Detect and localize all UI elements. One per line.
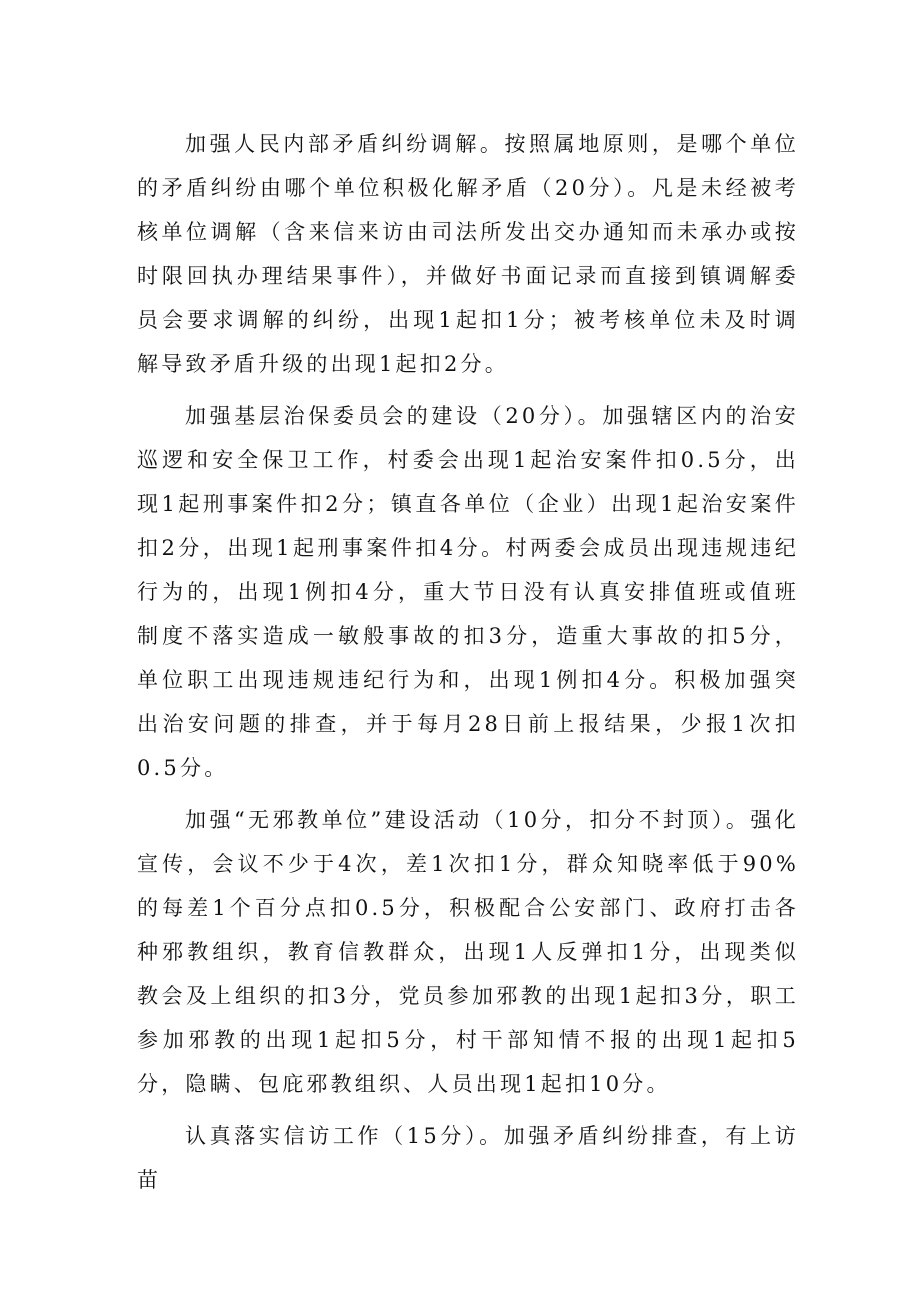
paragraph-security-committee: 加强基层治保委员会的建设（20分）。加强辖区内的治安巡逻和安全保卫工作，村委会出现1起治安案件扣0.5分，出现1起刑事案件扣2分；镇直各单位（企业）出现1起治安案件扣2分，出现1起刑事案件扣4分。村两委会成员出现违规违纪行为的，出现1例扣4分，重大节日没有认真安排值班或值班制度不落实造成一敏般事故的扣3分，造重大事故的扣5分，单位职工出现违规违纪行为和，出现1例扣4分。积极加强突出治安问题的排查，并于每月28日前上报结果，少报1次扣0.5分。 [137,404,799,780]
paragraph-dispute-mediation: 加强人民内部矛盾纠纷调解。按照属地原则，是哪个单位的矛盾纠纷由哪个单位积极化解矛盾（20分）。凡是未经被考核单位调解（含来信来访由司法所发出交办通知而未承办或按时限回执办理结果事件），并做好书面记录而直接到镇调解委员会要求调解的纠纷，出现1起扣1分；被考核单位未及时调解导致矛盾升级的出现1起扣2分。 [137,132,799,376]
document-body [137,122,799,1210]
paragraph-anti-cult-unit: 加强“无邪教单位”建设活动（10分，扣分不封顶）。强化宣传，会议不少于4次，差1次扣1分，群众知晓率低于90%的每差1个百分点扣0.5分，积极配合公安部门、政府打击各种邪教组织，教育信教群众，出现1人反弹扣1分，出现类似教会及上组织的扣3分，党员参加邪教的出现1起扣3分，职工参加邪教的出现1起扣5分，村干部知情不报的出现1起扣5分，隐瞒、包庇邪教组织、人员出现1起扣10分。 [137,808,799,1096]
paragraph-petition-work: 认真落实信访工作（15分）。加强矛盾纠纷排查，有上访苗 [137,1124,799,1192]
